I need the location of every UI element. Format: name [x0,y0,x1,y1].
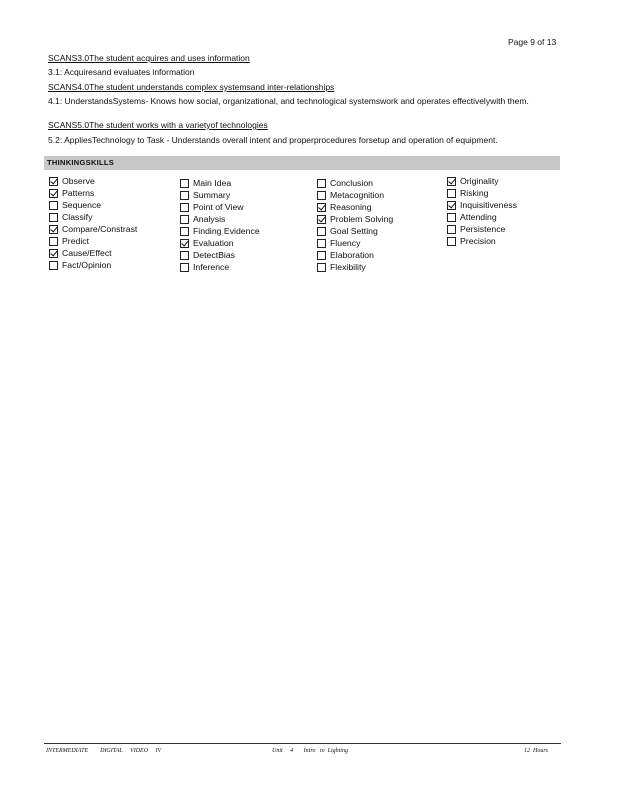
unchecked-checkbox[interactable] [317,179,326,188]
unchecked-checkbox[interactable] [180,251,189,260]
skill-label: Classify [62,212,93,222]
skill-label: Finding Evidence [193,226,260,236]
unchecked-checkbox[interactable] [180,191,189,200]
skills-column-3 [317,177,393,273]
skill-item [317,177,393,189]
scans-detail-3-1: 3.1: Acquiresand evaluates information [48,67,195,77]
checked-checkbox[interactable] [180,239,189,248]
checked-checkbox[interactable] [49,225,58,234]
scans-heading-5: SCANS5.0The student works with a varietyof technologies [48,120,268,130]
skill-label: Observe [62,176,95,186]
unchecked-checkbox[interactable] [317,239,326,248]
skill-item [317,189,393,201]
skills-column-1 [49,175,137,271]
skill-label: Cause/Effect [62,248,112,258]
unchecked-checkbox[interactable] [447,225,456,234]
skill-label: DetectBias [193,250,236,260]
skill-item [180,177,260,189]
unchecked-checkbox[interactable] [180,263,189,272]
skill-label: Analysis [193,214,226,224]
skill-item [447,199,517,211]
skill-item [317,225,393,237]
unchecked-checkbox[interactable] [49,261,58,270]
skill-label: Problem Solving [330,214,394,224]
skill-item [180,201,260,213]
checked-checkbox[interactable] [317,203,326,212]
checked-checkbox[interactable] [49,249,58,258]
scans-detail-5-2: 5.2: AppliesTechnology to Task - Understands overall intent and properprocedures forsetup and operation of equipment. [48,135,498,145]
skill-item [49,223,137,235]
footer-unit: Unit 4 Intro to Lighting [272,748,348,754]
skill-item [180,189,260,201]
unchecked-checkbox[interactable] [49,201,58,210]
skills-column-2 [180,177,260,273]
skill-label: Patterns [62,188,95,198]
skill-label: Fluency [330,238,361,248]
scans-detail-4-1: 4.1: UnderstandsSystems- Knows how social, organizational, and technological systemswork and operates effectivelywith them. [48,96,529,106]
skill-item [317,249,393,261]
skill-label: Reasoning [330,202,372,212]
skill-item [180,249,260,261]
skill-item [49,259,137,271]
unchecked-checkbox[interactable] [180,179,189,188]
scans-heading-3: SCANS3.0The student acquires and uses information [48,53,250,63]
footer-rule [44,743,561,744]
skills-column-4 [447,175,517,247]
skill-label: Persistence [460,224,506,234]
page-number: Page 9 of 13 [508,37,557,47]
skill-label: Sequence [62,200,102,210]
unchecked-checkbox[interactable] [317,251,326,260]
skill-item [317,237,393,249]
skill-item [49,187,137,199]
skill-label: Predict [62,236,90,246]
scans-heading-4: SCANS4.0The student understands complex systemsand inter-relationships [48,82,335,92]
skill-label: Inference [193,262,230,272]
checked-checkbox[interactable] [49,189,58,198]
skill-item [447,223,517,235]
skill-label: Fact/Opinion [62,260,112,270]
skill-item [317,261,393,273]
unchecked-checkbox[interactable] [317,191,326,200]
skill-label: Point of View [193,202,244,212]
thinking-skills-header [44,156,560,170]
skill-item [49,235,137,247]
skill-label: Main Idea [193,178,232,188]
skill-item [49,175,137,187]
skill-label: Evaluation [193,238,234,248]
checked-checkbox[interactable] [447,177,456,186]
skill-label: Risking [460,188,489,198]
unchecked-checkbox[interactable] [180,215,189,224]
skill-item [180,225,260,237]
skill-item [317,201,393,213]
skill-label: Metacognition [330,190,385,200]
skill-item [447,235,517,247]
skill-item [447,187,517,199]
skill-label: Summary [193,190,231,200]
unchecked-checkbox[interactable] [317,227,326,236]
skill-item [49,199,137,211]
unchecked-checkbox[interactable] [180,203,189,212]
skill-label: Goal Setting [330,226,378,236]
checked-checkbox[interactable] [447,201,456,210]
checked-checkbox[interactable] [49,177,58,186]
unchecked-checkbox[interactable] [180,227,189,236]
unchecked-checkbox[interactable] [447,237,456,246]
skill-item [49,247,137,259]
skill-item [317,213,393,225]
skill-label: Conclusion [330,178,373,188]
footer-hours: 12 Hours [524,748,549,754]
unchecked-checkbox[interactable] [49,237,58,246]
unchecked-checkbox[interactable] [447,213,456,222]
thinking-skills-title: THINKINGSKILLS [47,158,115,167]
unchecked-checkbox[interactable] [447,189,456,198]
checked-checkbox[interactable] [317,215,326,224]
skill-item [49,211,137,223]
skill-label: Flexibility [330,262,366,272]
skill-item [180,261,260,273]
skill-label: Precision [460,236,496,246]
skill-label: Compare/Constrast [62,224,138,234]
unchecked-checkbox[interactable] [49,213,58,222]
skill-item [180,237,260,249]
skill-label: Elaboration [330,250,374,260]
skill-label: Inquisitiveness [460,200,517,210]
unchecked-checkbox[interactable] [317,263,326,272]
skill-item [180,213,260,225]
footer-course: INTERMEDIATE DIGITAL VIDEO IV [46,748,162,754]
skill-item [447,175,517,187]
skill-label: Originality [460,176,499,186]
skill-label: Attending [460,212,497,222]
skill-item [447,211,517,223]
